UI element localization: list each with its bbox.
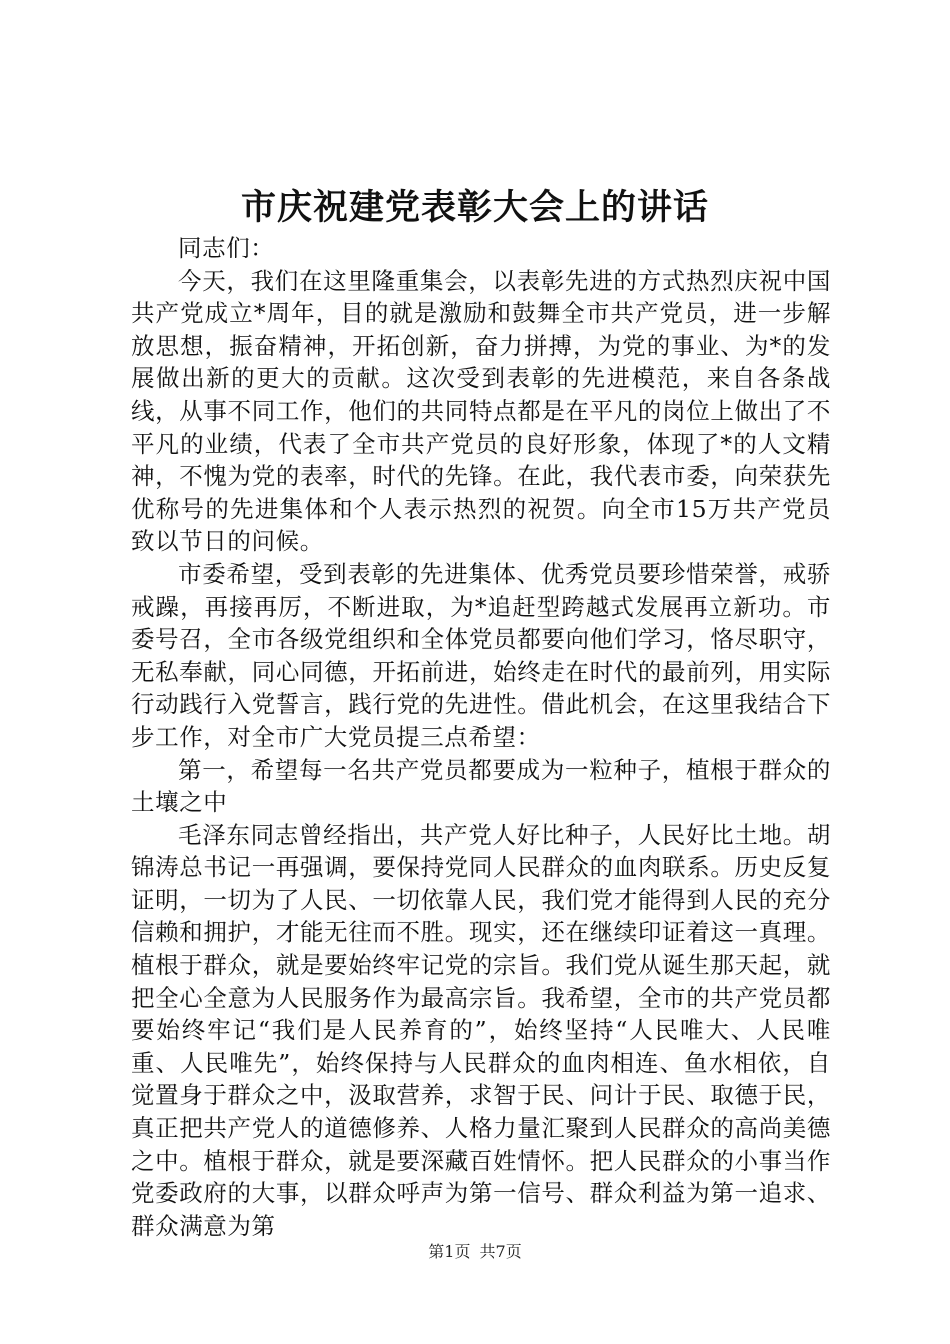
section-heading-paragraph: 第一，希望每一名共产党员都要成为一粒种子，植根于群众的土壤之中 bbox=[131, 755, 831, 817]
page-total: 共7页 bbox=[479, 1242, 522, 1261]
body-paragraph: 毛泽东同志曾经指出，共产党人好比种子，人民好比土地。胡锦涛总书记一再强调，要保持党同人民群众的血肉联系。历史反复证明，一切为了人民、一切依靠人民，我们党才能得到人民的充分信赖和拥护，才能无往而不胜。现实，还在继续印证着这一真理。植根于群众，就是要始终牢记党的宗旨。我们党从诞生那天起，就把全心全意为人民服务作为最高宗旨。我希望，全市的共产党员都要始终牢记“我们是人民养育的”，始终坚持“人民唯大、人民唯重、人民唯先”，始终保持与人民群众的血肉相连、鱼水相依，自觉置身于群众之中，汲取营养，求智于民、问计于民、取德于民，真正把共产党人的道德修养、人格力量汇聚到人民群众的高尚美德之中。植根于群众，就是要深藏百姓情怀。把人民群众的小事当作党委政府的大事，以群众呼声为第一信号、群众利益为第一追求、群众满意为第 bbox=[131, 820, 831, 1240]
body-paragraph: 市委希望，受到表彰的先进集体、优秀党员要珍惜荣誉，戒骄戒躁，再接再厉，不断进取，为*追赶型跨越式发展再立新功。市委号召，全市各级党组织和全体党员都要向他们学习，恪尽职守，无私奉献，同心同德，开拓前进，始终走在时代的最前列，用实际行动践行入党誓言，践行党的先进性。借此机会，在这里我结合下步工作，对全市广大党员提三点希望： bbox=[131, 559, 831, 751]
page-number: 第1页 bbox=[428, 1242, 471, 1261]
body-paragraph: 今天，我们在这里隆重集会，以表彰先进的方式热烈庆祝中国共产党成立*周年，目的就是激励和鼓舞全市共产党员，进一步解放思想，振奋精神，开拓创新，奋力拼搏，为党的事业、为*的发展做出新的更大的贡献。这次受到表彰的先进模范，来自各条战线，从事不同工作，他们的共同特点都是在平凡的岗位上做出了不平凡的业绩，代表了全市共产党员的良好形象，体现了*的人文精神，不愧为党的表率，时代的先锋。在此，我代表市委，向荣获先优称号的先进集体和个人表示热烈的祝贺。向全市15万共产党员致以节日的问候。 bbox=[131, 266, 831, 556]
page-footer bbox=[0, 1241, 950, 1263]
document-body bbox=[131, 232, 831, 1242]
document-title: 市庆祝建党表彰大会上的讲话 bbox=[240, 187, 709, 228]
salutation-paragraph: 同志们： bbox=[178, 234, 275, 262]
